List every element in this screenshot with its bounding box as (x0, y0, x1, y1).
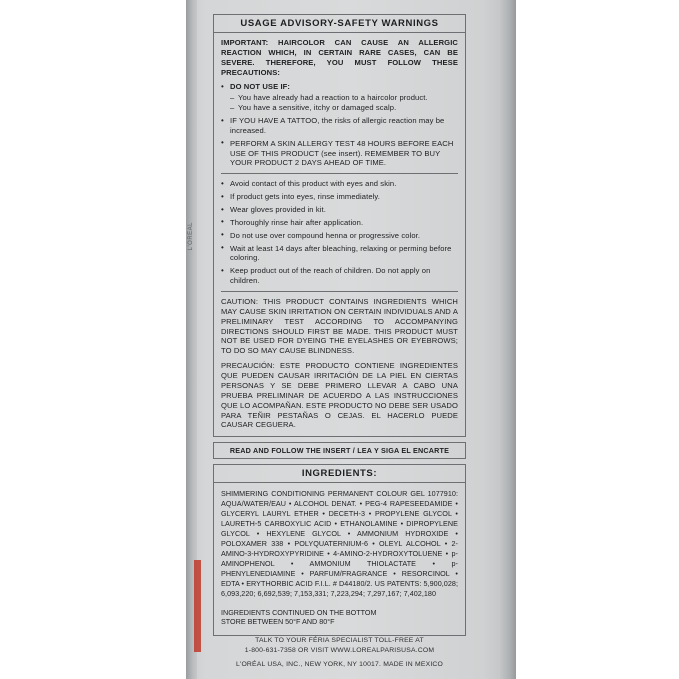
side-brand-text: L'ORÉAL (188, 222, 194, 251)
list-item: • Thoroughly rinse hair after application. (221, 218, 458, 228)
caution-divider (221, 291, 458, 292)
storage-note: STORE BETWEEN 50°F AND 80°F (221, 617, 335, 627)
carton-red-accent-strip (194, 560, 201, 652)
ingredients-box (213, 464, 466, 636)
usage-advisory-title: USAGE ADVISORY-SAFETY WARNINGS (214, 15, 465, 33)
list-item: • PERFORM A SKIN ALLERGY TEST 48 HOURS BEFORE EACH USE OF THIS PRODUCT (see insert). REMEMBER TO BUY YOUR PRODUCT 2 DAYS AHEAD OF TIME. (221, 139, 458, 169)
list-item: • Avoid contact of this product with eyes and skin. (221, 179, 458, 189)
precaution-bullet-list (221, 82, 458, 168)
ingredients-continued-note: INGREDIENTS CONTINUED ON THE BOTTOM (221, 607, 377, 617)
read-insert-banner: READ AND FOLLOW THE INSERT / LEA Y SIGA EL ENCARTE (213, 442, 466, 459)
do-not-use-sublist (230, 93, 458, 113)
ingredients-title: INGREDIENTS: (214, 465, 465, 483)
list-item: • IF YOU HAVE A TATTOO, the risks of allergic reaction may be increased. (221, 116, 458, 136)
footer-line-company: L'ORÉAL USA, INC., NEW YORK, NY 10017. MADE IN MEXICO (235, 660, 444, 668)
footer-line-phone-website: 1-800-631-7358 OR VISIT WWW.LOREALPARISUSA.COM (244, 646, 435, 654)
important-warning-paragraph: IMPORTANT: HAIRCOLOR CAN CAUSE AN ALLERGIC REACTION WHICH, IN CERTAIN RARE CASES, CAN BE SEVERE. THEREFORE, YOU MUST FOLLOW THESE PRECAUTIONS: (221, 38, 458, 77)
ingredients-list-text: SHIMMERING CONDITIONING PERMANENT COLOUR GEL 1077910: AQUA/WATER/EAU • ALCOHOL DENAT. • PEG-4 RAPESEEDAMIDE • GLYCERYL LAURYL ETHER • DECETH-3 • PROPYLENE GLYCOL • LAURETH-5 CARBOXYLIC ACID • ETHANOLAMINE • DIPROPYLENE GLYCOL • HEXYLENE GLYCOL • AMMONIUM HYDROXIDE • POLOXAMER 338 • POLYQUATERNIUM-6 • OLEYL ALCOHOL • 2-AMINO-3-HYDROXYPYRIDINE • 4-AMINO-2-HYDROXYTOLUENE • p-AMINOPHENOL • AMMONIUM THIOLACTATE • p-PHENYLENEDIAMINE • PARFUM/FRAGRANCE • RESORCINOL • EDTA • ERYTHORBIC ACID F.I.L. # D44180/2. US PATENTS: 5,900,028; 6,093,220; 6,692,539; 7,153,331; 7,223,294; 7,297,167; 7,402,180 (221, 489, 458, 598)
caution-spanish-paragraph: PRECAUCIÓN: ESTE PRODUCTO CONTIENE INGREDIENTES QUE PUEDEN CAUSAR IRRITACIÓN DE LA PIEL EN CIERTAS PERSONAS Y SE DEBE PRIMERO LLEVAR A CABO UNA PRUEBA PRELIMINAR DE ACUERDO A LAS INSTRUCCIONES QUE LO ACOMPAÑAN. ESTE PRODUCTO NO DEBE SER USADO PARA TEÑIR PESTAÑAS O CEJAS. EL HACERLO PUEDE CAUSAR CEGUERA. (221, 361, 458, 430)
panel-content (213, 14, 466, 641)
ingredients-body (214, 483, 465, 635)
list-item: – You have a sensitive, itchy or damaged scalp. (230, 103, 458, 113)
bullet-text: DO NOT USE IF: (230, 82, 291, 92)
usage-advisory-box (213, 14, 466, 437)
list-item: • Wait at least 14 days after bleaching, relaxing or perming before coloring. (221, 244, 458, 264)
caution-english-paragraph: CAUTION: THIS PRODUCT CONTAINS INGREDIENTS WHICH MAY CAUSE SKIN IRRITATION ON CERTAIN INDIVIDUALS AND A PRELIMINARY TEST ACCORDING TO ACCOMPANYING DIRECTIONS SHOULD FIRST BE MADE. THIS PRODUCT MUST NOT BE USED FOR DYEING THE EYELASHES OR EYEBROWS; TO DO SO MAY CAUSE BLINDNESS. (221, 297, 458, 356)
list-item: • If product gets into eyes, rinse immediately. (221, 192, 458, 202)
list-item: • Do not use over compound henna or progressive color. (221, 231, 458, 241)
list-item (221, 82, 458, 113)
list-item: – You have already had a reaction to a haircolor product. (230, 93, 458, 103)
general-instruction-bullet-list (221, 179, 458, 286)
carton-right-edge (500, 0, 516, 679)
advisory-divider (221, 173, 458, 174)
list-item: • Keep product out of the reach of children. Do not apply on children. (221, 266, 458, 286)
list-item: • Wear gloves provided in kit. (221, 205, 458, 215)
footer-line-toll-free: TALK TO YOUR FÉRIA SPECIALIST TOLL-FREE AT (255, 637, 424, 644)
footer-contact-block (213, 636, 466, 670)
usage-advisory-body (214, 33, 465, 436)
